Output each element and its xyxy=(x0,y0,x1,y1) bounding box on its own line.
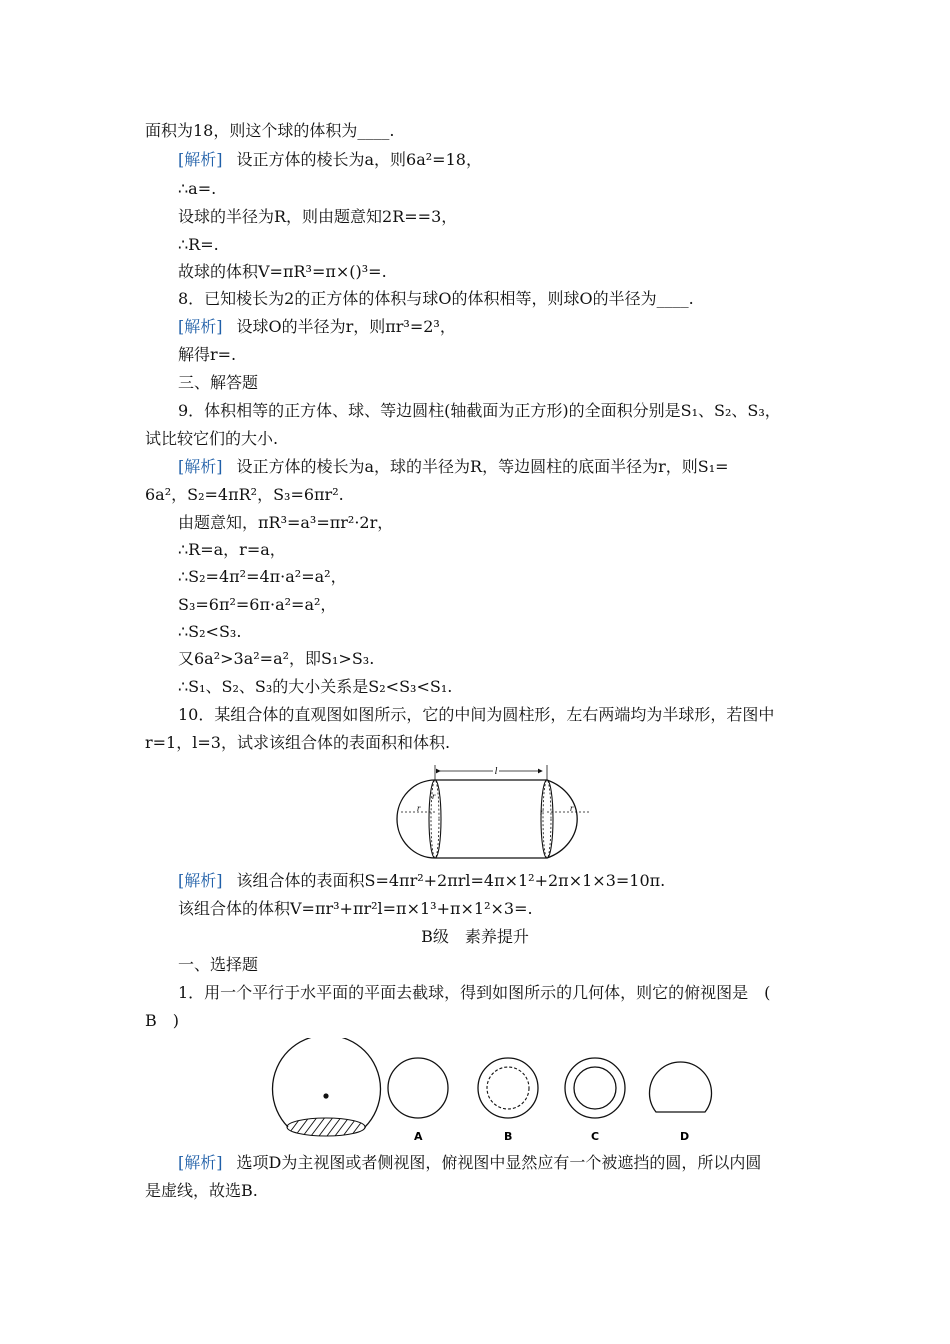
text-line: 设球的半径为R，则由题意知2R==3， xyxy=(178,207,458,226)
text-line: r=1，l=3，试求该组合体的表面积和体积. xyxy=(145,733,451,752)
analysis-tag: [解析] xyxy=(178,457,223,476)
text-line: 是虚线，故选B. xyxy=(145,1181,258,1200)
question-10: 10．某组合体的直观图如图所示，它的中间为圆柱形，左右两端均为半球形，若图中 xyxy=(178,705,775,724)
text-line: ∴R=a，r=a， xyxy=(178,540,286,559)
center-dot xyxy=(323,1093,328,1098)
sphere-options-figure xyxy=(268,1038,718,1148)
text-line: 故球的体积V=πR³=π×()³=. xyxy=(178,262,387,281)
section-heading: B级 素养提升 xyxy=(421,927,529,946)
radius-label-left: r xyxy=(417,803,421,813)
text-line: 由题意知，πR³=a³=πr²·2r， xyxy=(178,513,394,532)
text-line: S₃=6π²=6π·a²=a²， xyxy=(178,595,337,614)
analysis-tag: [解析] xyxy=(178,1153,223,1172)
text-line: ∴S₂<S₃. xyxy=(178,622,242,641)
text-line: ∴S₂=4π²=4π·a²=a²， xyxy=(178,567,347,586)
option-a-view xyxy=(388,1058,448,1118)
question-8: 8．已知棱长为2的正方体的体积与球O的体积相等，则球O的半径为____. xyxy=(178,289,694,308)
text-line: 试比较它们的大小. xyxy=(145,429,279,448)
text-line: [解析] 设正方体的棱长为a，球的半径为R，等边圆柱的底面半径为r，则S₁= xyxy=(178,457,729,476)
text-line: [解析] 设正方体的棱长为a，则6a²=18， xyxy=(178,150,482,169)
option-d-label: D xyxy=(680,1130,690,1143)
radius-label-right: r xyxy=(570,803,574,813)
section-heading: 三、解答题 xyxy=(178,373,259,392)
text-line: 面积为18，则这个球的体积为____. xyxy=(145,121,395,140)
option-d-view xyxy=(650,1062,712,1112)
text-line: 该组合体的体积V=πr³+πr²l=π×1³+π×1²×3=. xyxy=(178,899,533,918)
text-line: [解析] 选项D为主视图或者侧视图，俯视图中显然应有一个被遮挡的圆，所以内圆 xyxy=(178,1153,762,1172)
length-label: l xyxy=(494,766,498,777)
text-line: ∴R=. xyxy=(178,235,219,254)
radius-label-left-vertical: r xyxy=(432,791,436,801)
question-1: 1．用一个平行于水平面的平面去截球，得到如图所示的几何体，则它的俯视图是 ( xyxy=(178,983,771,1002)
truncated-sphere xyxy=(273,1038,381,1127)
text-line: 6a²，S₂=4πR²，S₃=6πr². xyxy=(145,485,344,504)
analysis-tag: [解析] xyxy=(178,317,223,336)
text-line: ∴S₁、S₂、S₃的大小关系是S₂<S₃<S₁. xyxy=(178,677,453,696)
text-line: 解得r=. xyxy=(178,345,237,364)
text-line: 又6a²>3a²=a²，即S₁>S₃. xyxy=(178,649,375,668)
answer-line: B ) xyxy=(145,1011,180,1030)
radius-label-right-vertical: r xyxy=(540,807,544,817)
analysis-tag: [解析] xyxy=(178,150,223,169)
option-a-label: A xyxy=(414,1130,423,1143)
question-9: 9．体积相等的正方体、球、等边圆柱(轴截面为正方形)的全面积分别是S₁、S₂、S₃， xyxy=(178,401,781,420)
capsule-figure xyxy=(395,762,600,864)
text-line: [解析] 设球O的半径为r，则πr³=2³， xyxy=(178,317,456,336)
text-line: [解析] 该组合体的表面积S=4πr²+2πrl=4π×1²+2π×1×3=10π. xyxy=(178,871,666,890)
analysis-tag: [解析] xyxy=(178,871,223,890)
option-b-label: B xyxy=(504,1130,513,1143)
text-line: ∴a=. xyxy=(178,179,217,198)
section-heading: 一、选择题 xyxy=(178,955,259,974)
option-c-label: C xyxy=(591,1130,600,1143)
